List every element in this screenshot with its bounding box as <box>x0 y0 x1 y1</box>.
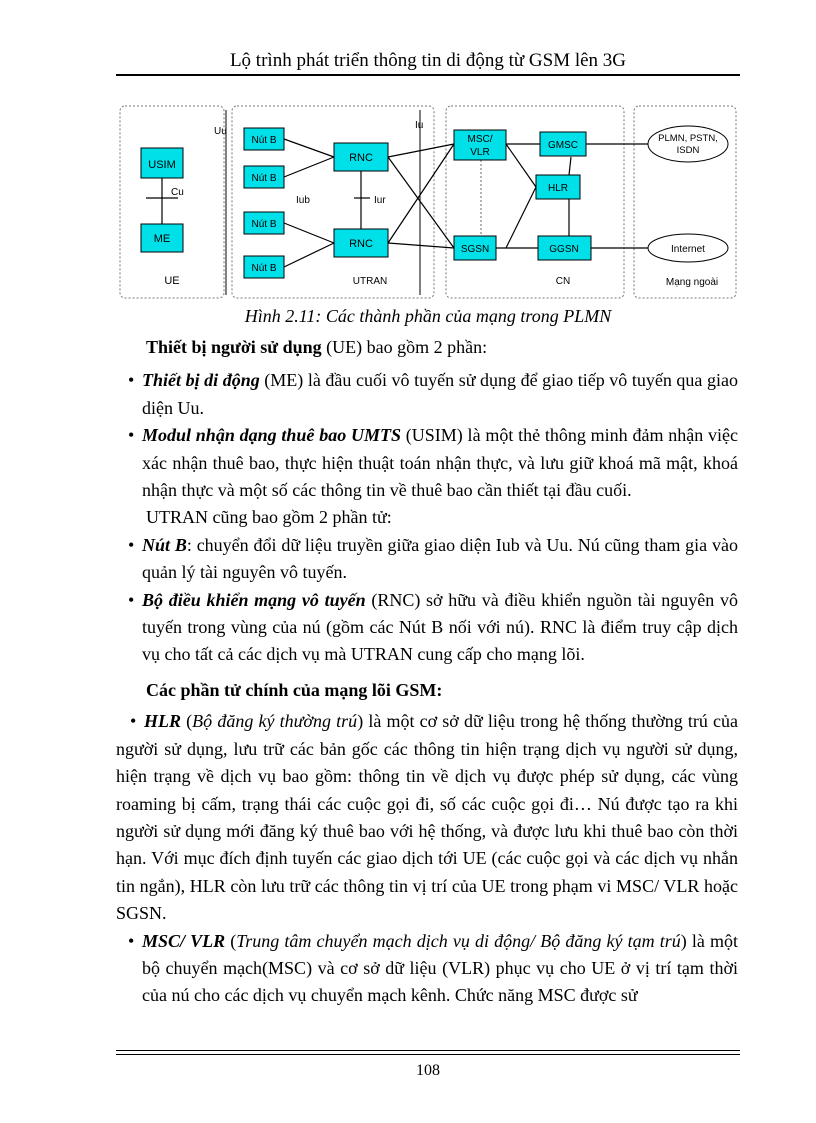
nodeb-1-label: Nút B <box>251 135 277 146</box>
plmn-network-diagram <box>116 100 740 302</box>
nodeb-4-label: Nút B <box>251 263 277 274</box>
list-item-usim: • Modul nhận dạng thuê bao UMTS (USIM) là một thẻ thông minh đảm nhận việc xác nhận thuê bao, thực hiện thuật toán nhận thực, và lưu giữ khoá mã mật, khoá nhận thực và một số các thông tin về thuê bao cần thiết tại đầu cuối. <box>116 422 738 504</box>
list-item-msc: • MSC/ VLR (Trung tâm chuyển mạch dịch vụ di động/ Bộ đăng ký tạm trú) là một bộ chuyển mạch(MSC) và cơ sở dữ liệu (VLR) phục vụ cho UE ở vị trí tạm thời của nú cho các dịch vụ chuyển mạch kênh. Chức năng MSC được sử <box>116 928 738 1010</box>
list-item-me: • Thiết bị di động (ME) là đầu cuối vô tuyến sử dụng để giao tiếp vô tuyến qua giao diện Uu. <box>116 367 738 422</box>
hlr-label: HLR <box>547 183 569 194</box>
me-label: ME <box>153 233 171 245</box>
hlr-term: HLR <box>144 711 182 732</box>
hlr-expansion: Bộ đăng ký thường trú <box>192 711 358 732</box>
utran-label: UTRAN <box>352 276 388 287</box>
footer-rule <box>116 1050 740 1051</box>
internet-label: Internet <box>671 244 705 255</box>
uu-label: Uu <box>214 126 227 137</box>
vlr-label: VLR <box>470 147 490 158</box>
body-text <box>116 334 738 1010</box>
msc-label: MSC/ <box>467 134 493 145</box>
nodeb-2-label: Nút B <box>251 173 277 184</box>
ggsn-label: GGSN <box>549 244 579 255</box>
pstn-node <box>648 126 728 162</box>
msc-term: MSC/ VLR <box>142 930 226 951</box>
iu-label: Iu <box>415 120 424 131</box>
pstn-label-1: PLMN, PSTN, <box>658 133 718 144</box>
ue-label: UE <box>164 275 180 287</box>
nodeb-3-label: Nút B <box>251 219 277 230</box>
cu-label: Cu <box>171 187 184 198</box>
list-item-hlr: • HLR (Bộ đăng ký thường trú) là một cơ sở dữ liệu trong hệ thống thường trú của người sử dụng, lưu trữ các bản gốc các thông tin hiện trạng dịch vụ người sử dụng, hiện trạng về dịch vụ bao gồm: thông tin về dịch vụ được phép sử dụng, các vùng roaming bị cấm, trạng thái các cuộc gọi đi, số các cuộc gọi đi… Nú được tạo ra khi người sử dụng mới đăng ký thuê bao với hệ thống, và được lưu khi thuê bao còn thời hạn. Với mục đích định tuyến các giao dịch tới UE (các cuộc gọi và các dịch vụ nhắn tin ngắn), HLR còn lưu trữ các thông tin vị trí của UE trong phạm vi MSC/ VLR hoặc SGSN. <box>116 708 738 927</box>
figure-caption: Hình 2.11: Các thành phần của mạng trong PLMN <box>244 306 612 326</box>
header-rule <box>116 74 740 76</box>
pstn-label-2: ISDN <box>676 145 700 156</box>
external-network-label: Mạng ngoài <box>665 277 719 288</box>
nodeb-term: Nút B <box>142 534 187 555</box>
page-number: 108 <box>416 1062 440 1079</box>
sgsn-label: SGSN <box>460 244 490 255</box>
rnc-2-label: RNC <box>349 238 373 250</box>
usim-label: USIM <box>148 159 176 171</box>
ue-intro-term: Thiết bị người sử dụng <box>146 337 322 357</box>
rnc-term: Bộ điều khiển mạng vô tuyến <box>142 589 366 610</box>
footer-rule-double <box>116 1054 740 1055</box>
cn-heading: Các phần tử chính của mạng lõi GSM: <box>146 679 443 700</box>
list-item-rnc: • Bộ điều khiển mạng vô tuyến (RNC) sở hữu và điều khiển nguồn tài nguyên vô tuyến trong vùng của nú (gồm các Nút B nối với nú). RNC là điểm truy cập dịch vụ cho tất cả các dịch vụ mà UTRAN cung cấp cho mạng lõi. <box>116 587 738 669</box>
msc-expansion: Trung tâm chuyển mạch dịch vụ di động/ Bộ đăng ký tạm trú <box>236 930 681 951</box>
utran-intro: UTRAN cũng bao gồm 2 phần tử: <box>146 507 392 528</box>
cn-label: CN <box>555 276 571 287</box>
usim-term: Modul nhận dạng thuê bao UMTS <box>142 425 401 446</box>
gmsc-label: GMSC <box>548 140 578 151</box>
ue-intro: Thiết bị người sử dụng (UE) bao gồm 2 phần: <box>146 337 488 357</box>
ue-region <box>120 106 224 298</box>
list-item-nodeb: • Nút B: chuyển đổi dữ liệu truyền giữa giao diện Iub và Uu. Nú cũng tham gia vào quản lý tài nguyên vô tuyến. <box>116 532 738 587</box>
me-term: Thiết bị di động <box>142 370 260 391</box>
rnc-1-label: RNC <box>349 152 373 164</box>
iub-label: Iub <box>296 195 310 206</box>
page-header: Lộ trình phát triển thông tin di động từ GSM lên 3G <box>229 50 627 71</box>
iur-label: Iur <box>374 195 386 206</box>
